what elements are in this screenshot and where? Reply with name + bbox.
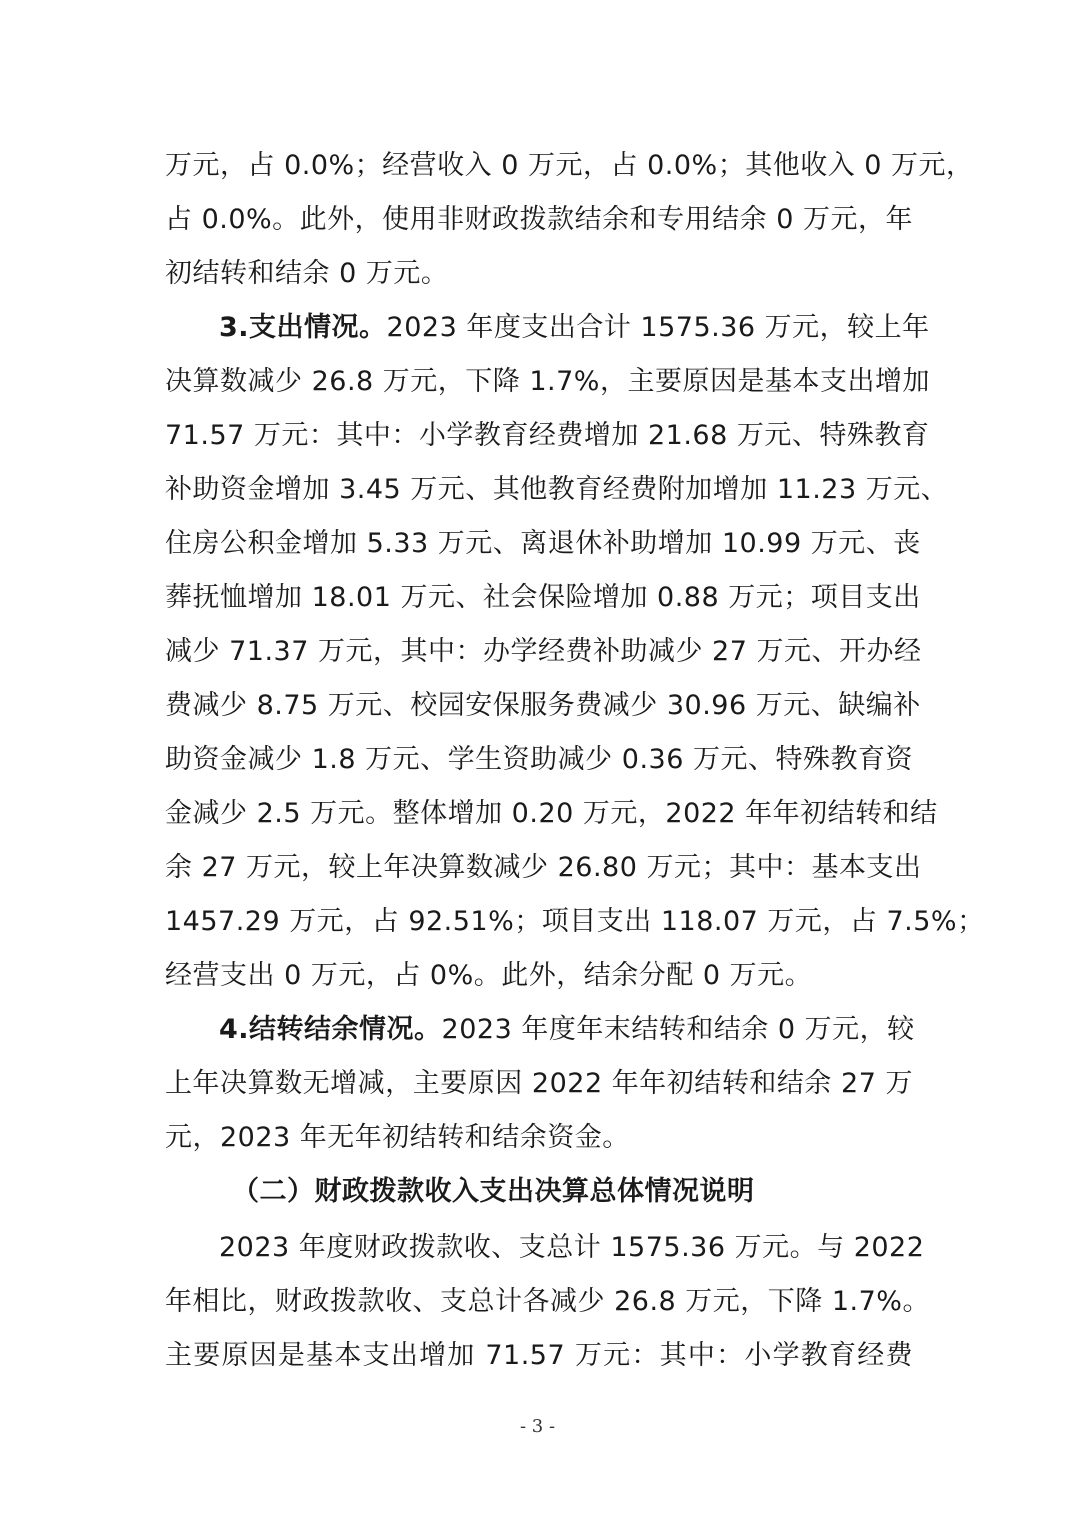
body-line: 决算数减少 26.8 万元，下降 1.7%，主要原因是基本支出增加 <box>165 366 930 397</box>
section-first-line-text: 2023 年度年末结转和结余 0 万元，较 <box>441 1014 915 1045</box>
section-heading-carryover: 4.结转结余情况。 <box>219 1014 442 1045</box>
body-line: 助资金减少 1.8 万元、学生资助减少 0.36 万元、特殊教育资 <box>165 744 913 775</box>
subsection-heading: （二）财政拨款收入支出决算总体情况说明 <box>232 1176 755 1207</box>
body-line: 占 0.0%。此外，使用非财政拨款结余和专用结余 0 万元，年 <box>165 204 914 235</box>
body-line: 余 27 万元，较上年决算数减少 26.80 万元；其中：基本支出 <box>165 852 922 883</box>
section-first-line <box>219 1003 913 1057</box>
body-line: 万元，占 0.0%；经营收入 0 万元，占 0.0%；其他收入 0 万元， <box>165 150 974 181</box>
body-line: 费减少 8.75 万元、校园安保服务费减少 30.96 万元、缺编补 <box>165 690 921 721</box>
body-line: 1457.29 万元，占 92.51%；项目支出 118.07 万元，占 7.5%； <box>165 906 985 937</box>
body-line: 经营支出 0 万元，占 0%。此外，结余分配 0 万元。 <box>165 960 813 991</box>
body-line: 71.57 万元：其中：小学教育经费增加 21.68 万元、特殊教育 <box>165 420 930 451</box>
body-line: 补助资金增加 3.45 万元、其他教育经费附加增加 11.23 万元、 <box>165 474 949 505</box>
body-line: 元，2023 年无年初结转和结余资金。 <box>165 1122 630 1153</box>
body-line: 上年决算数无增减，主要原因 2022 年年初结转和结余 27 万 <box>165 1068 913 1099</box>
body-line: 主要原因是基本支出增加 71.57 万元：其中：小学教育经费 <box>165 1340 913 1371</box>
section-first-line <box>219 301 930 355</box>
body-line: 减少 71.37 万元，其中：办学经费补助减少 27 万元、开办经 <box>165 636 922 667</box>
section-first-line-text: 2023 年度支出合计 1575.36 万元，较上年 <box>386 312 930 343</box>
body-line: 住房公积金增加 5.33 万元、离退休补助增加 10.99 万元、丧 <box>165 528 921 559</box>
page-number: - 3 - <box>519 1416 556 1437</box>
body-line: 年相比，财政拨款收、支总计各减少 26.8 万元，下降 1.7%。 <box>165 1286 930 1317</box>
body-line: 初结转和结余 0 万元。 <box>165 258 449 289</box>
body-line: 金减少 2.5 万元。整体增加 0.20 万元，2022 年年初结转和结 <box>165 798 938 829</box>
body-line: 2023 年度财政拨款收、支总计 1575.36 万元。与 2022 <box>219 1232 925 1263</box>
body-line: 葬抚恤增加 18.01 万元、社会保险增加 0.88 万元；项目支出 <box>165 582 921 613</box>
section-heading-expenditure: 3.支出情况。 <box>219 312 387 343</box>
